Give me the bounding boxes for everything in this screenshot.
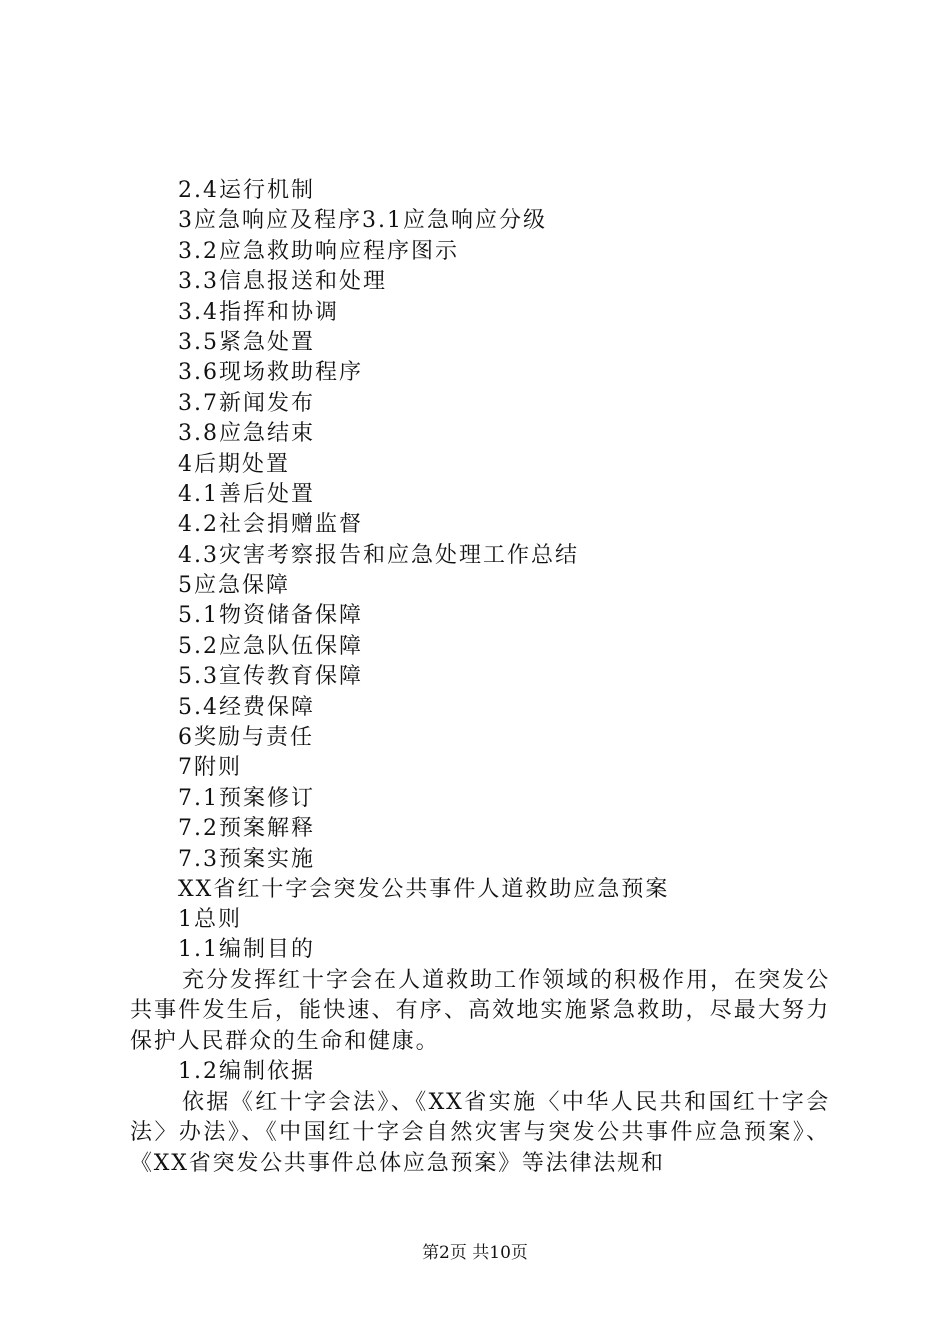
toc-item: 2.4运行机制 xyxy=(178,178,315,203)
toc-item: 7.1预案修订 xyxy=(178,785,315,811)
toc-item: 4后期处置 xyxy=(178,451,290,477)
table-of-contents xyxy=(178,176,579,875)
toc-item: 7.3预案实施 xyxy=(178,846,315,872)
toc-item: 3.7新闻发布 xyxy=(178,390,315,416)
toc-item: 3.4指挥和协调 xyxy=(178,299,339,325)
toc-item: 4.3灾害考察报告和应急处理工作总结 xyxy=(178,542,579,568)
toc-item: 5.4经费保障 xyxy=(178,694,315,720)
toc-item: 3.8应急结束 xyxy=(178,421,315,447)
toc-item: 3.2应急救助响应程序图示 xyxy=(178,238,459,264)
toc-item: 4.1善后处置 xyxy=(178,481,315,507)
toc-item: 5.1物资储备保障 xyxy=(178,603,363,629)
toc-item: 7附则 xyxy=(178,755,242,781)
paragraph-basis: 依据《红十字会法》、《XX省实施〈中华人民共和国红十字会法〉办法》、《中国红十字会自然灾害与突发公共事件应急预案》、《XX省突发公共事件总体应急预案》等法律法规和 xyxy=(130,1090,830,1176)
subsection-heading: 1.1编制目的 xyxy=(178,937,315,962)
toc-item: 6奖励与责任 xyxy=(178,725,314,751)
paragraph-purpose: 充分发挥红十字会在人道救助工作领域的积极作用，在突发公共事件发生后，能快速、有序、高效地实施紧急救助，尽最大努力保护人民群众的生命和健康。 xyxy=(130,968,830,1054)
toc-item: 3.5紧急处置 xyxy=(178,329,315,355)
document-title: XX省红十字会突发公共事件人道救助应急预案 xyxy=(178,877,670,902)
toc-item: 3.3信息报送和处理 xyxy=(178,269,387,295)
section-heading: 1总则 xyxy=(178,907,242,932)
toc-item: 5.3宣传教育保障 xyxy=(178,664,363,690)
toc-item: 5应急保障 xyxy=(178,573,290,599)
toc-item: 4.2社会捐赠监督 xyxy=(178,512,363,538)
subsection-heading: 1.2编制依据 xyxy=(178,1059,315,1084)
toc-item: 3.6现场救助程序 xyxy=(178,360,363,386)
toc-item: 3应急响应及程序3.1应急响应分级 xyxy=(178,208,547,234)
toc-item: 7.2预案解释 xyxy=(178,816,315,842)
toc-item: 5.2应急队伍保障 xyxy=(178,633,363,659)
page-number-footer: 第2页 共10页 xyxy=(422,1243,528,1263)
